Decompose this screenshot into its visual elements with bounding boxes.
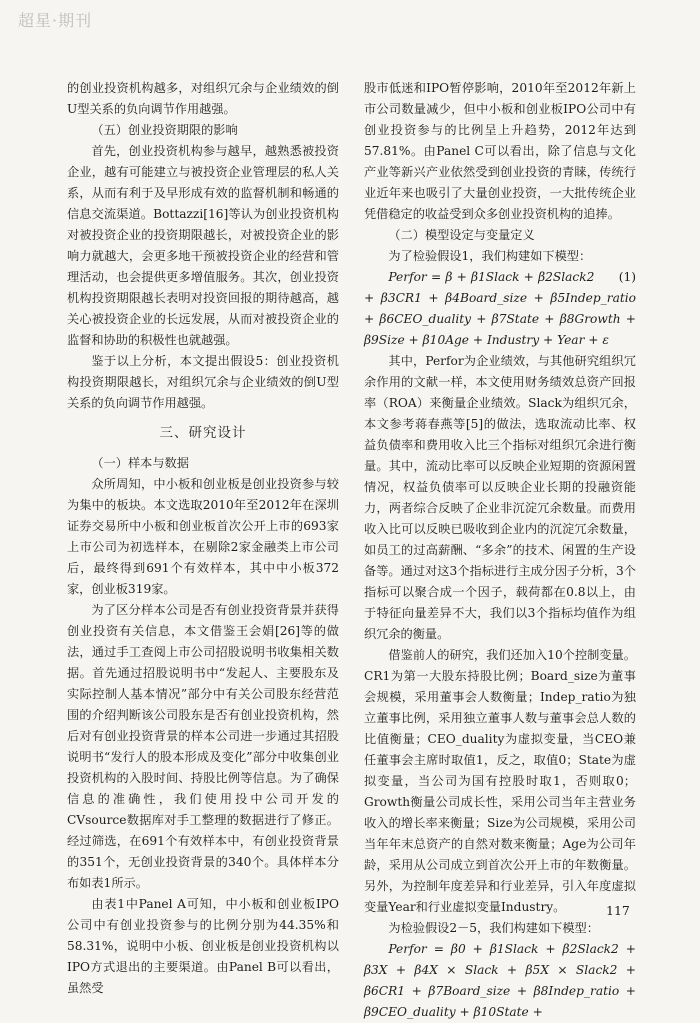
page-header — [0, 0, 700, 44]
paragraph: 为了区分样本公司是否有创业投资背景并获得创业投资有关信息，本文借鉴王会娟[26]等的做法，通过手工查阅上市公司招股说明书收集相关数据。首先通过招股说明书中“发起人、主要股东及实际控制人基本情况”部分中有关公司股东经营范围的介绍判断该公司股东是否有创业投资机构，然后对有创业投资背景的样本公司进一步通过其招股说明书“发行人的股本形成及变化”部分中收集创业投资机构的入股时间、持股比例等信息。为了确保信息的准确性，我们使用投中公司开发的CVsource数据库对手工整理的数据进行了修正。经过筛选，在691个有效样本中，有创业投资背景的351个，无创业投资背景的340个。具体样本分布如表1所示。 — [67, 603, 339, 890]
paragraph: 借鉴前人的研究，我们还加入10个控制变量。CR1为第一大股东持股比例；Board_size为董事会规模，采用董事会人数衡量；Indep_ratio为独立董事比例，采用独立董事人数与董事会总人数的比值衡量；CEO_duality为虚拟变量，当CEO兼任董事会主席时取值1，反之，取值0；State为虚拟变量，当公司为国有控股时取1，否则取0；Growth衡量公司成长性，采用公司当年主营业务收入的增长率来衡量；Size为公司规模，采用公司当年年末总资产的自然对数来衡量；Age为公司年龄，采用从公司成立到首次公开上市的年数衡量。另外，为控制年度差异和行业差异，引入年度虚拟变量Year和行业虚拟变量Industry。 — [364, 648, 636, 914]
paragraph: 其中，Perfor为企业绩效，与其他研究组织冗余作用的文献一样，本文使用财务绩效总资产回报率（ROA）来衡量企业绩效。Slack为组织冗余，本文参考蒋春燕等[5]的做法，选取流动比率、权益负债率和费用收入比三个指标对组织冗余进行衡量。其中，流动比率可以反映企业短期的资源闲置情况，权益负债率可以反映企业长期的投融资能力，两者综合反映了企业非沉淀冗余数量。而费用收入比可以反映已吸收到企业内的沉淀冗余数量，如员工的过高薪酬、“多余”的技术、闲置的生产设备等。通过对这3个指标进行主成分因子分析，3个指标可以聚合成一个因子，载荷都在0.8以上，由于特征向量差异不大，我们以3个指标均值作为组织冗余的衡量。 — [364, 354, 636, 641]
subsection-heading: （二）模型设定与变量定义 — [388, 228, 535, 242]
right-column — [364, 78, 636, 1023]
equation-2: Perfor = β0 + β1Slack + β2Slack2 + β3X + β4X × Slack + β5X × Slack2 + β6CR1 + β7Board_size + β8Indep_ratio + β9CEO_duality + β10State + — [364, 942, 636, 1019]
paragraph: 的创业投资机构越多，对组织冗余与企业绩效的倒U型关系的负向调节作用越强。 — [67, 81, 339, 116]
journal-watermark: 超星·期刊 — [18, 11, 93, 30]
subsection-heading: （一）样本与数据 — [91, 456, 189, 470]
paragraph: 众所周知，中小板和创业板是创业投资参与较为集中的板块。本文选取2010年至2012年在深圳证券交易所中小板和创业板首次公开上市的693家上市公司为初选样本，在剔除2家金融类上市公司后，最终得到691个有效样本，其中中小板372家，创业板319家。 — [67, 477, 339, 596]
equation-1-body: Perfor = β + β1Slack + β2Slack2 + β3CR1 + β4Board_size + β5Indep_ratio + β6CEO_duality + β7State + β8Growth + β9Size + β10Age + Industry + Year + ε — [364, 270, 636, 347]
section-heading: 三、研究设计 — [159, 425, 247, 441]
left-column — [67, 78, 339, 999]
paragraph: 首先，创业投资机构参与越早，越熟悉被投资企业，越有可能建立与被投资企业管理层的私人关系，从而有利于及早形成有效的监督机制和畅通的信息交流渠道。Bottazzi[16]等认为创业投资机构对被投资企业的投资期限越长，对被投资企业的影响力就越大，会更多地干预被投资企业的经营和管理活动，也会提供更多增值服务。其次，创业投资机构投资期限越长表明对投资回报的期待越高，越关心被投资企业的长远发展，从而对被投资企业的监督和协助的积极性也就越强。 — [67, 144, 339, 347]
paragraph: 为检验假设2－5，我们构建如下模型： — [388, 921, 599, 935]
paragraph: 由表1中Panel A可知，中小板和创业板IPO公司中有创业投资参与的比例分别为44.35%和58.31%，说明中小板、创业板是创业投资机构以IPO方式退出的主要渠道。由Panel B可以看出，虽然受 — [67, 897, 339, 995]
paragraph: 为了检验假设1，我们构建如下模型： — [388, 249, 592, 263]
subsection-heading: （五）创业投资期限的影响 — [91, 123, 238, 137]
page-number: 117 — [606, 903, 630, 918]
paragraph: 鉴于以上分析，本文提出假设5：创业投资机构投资期限越长，对组织冗余与企业绩效的倒U型关系的负向调节作用越强。 — [67, 354, 339, 410]
paragraph: 股市低迷和IPO暂停影响，2010年至2012年新上市公司数量减少，但中小板和创业板IPO公司中有创业投资参与的比例呈上升趋势，2012年达到57.81%。由Panel C可以看出，除了信息与文化产业等新兴产业依然受到创业投资的青睐，传统行业近年来也吸引了大量创业投资，一大批传统企业凭借稳定的收益受到众多创业投资机构的追捧。 — [364, 81, 636, 221]
equation-1 — [364, 267, 636, 351]
equation-number: (1) — [618, 270, 636, 284]
